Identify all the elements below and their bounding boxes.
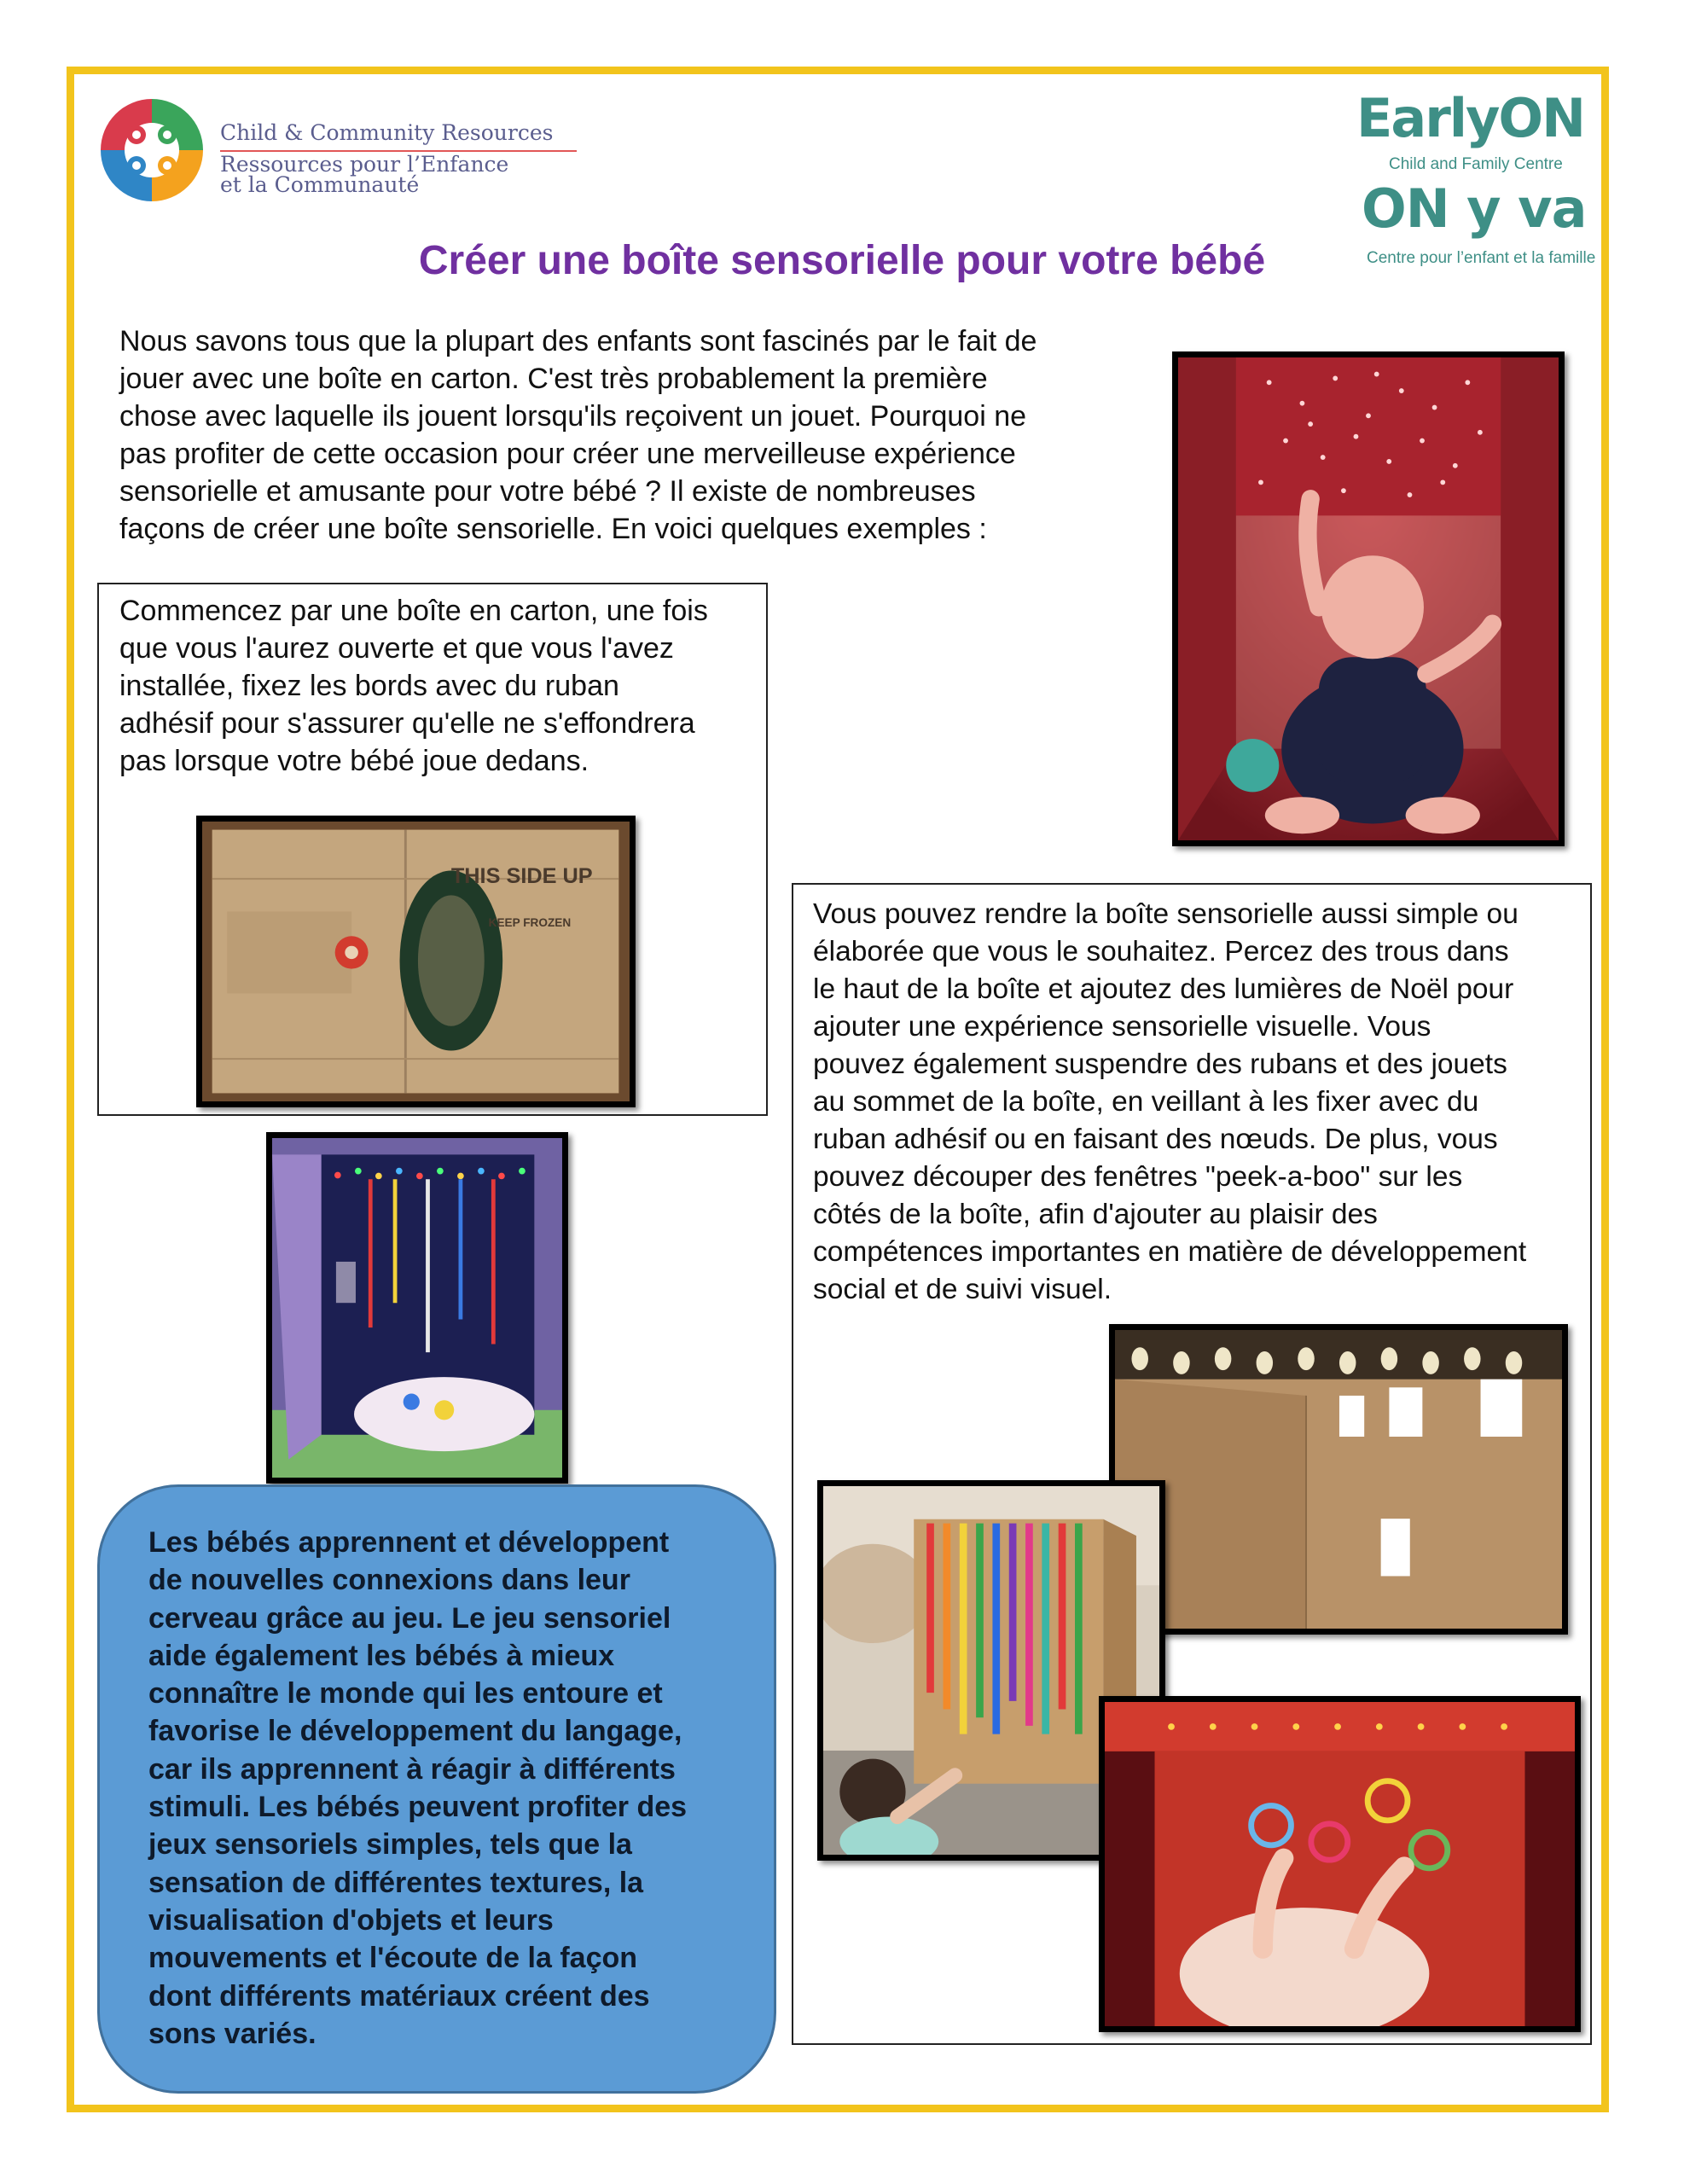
ccr-logo-icon xyxy=(97,96,206,205)
baby-rings-photo xyxy=(1099,1696,1581,2032)
intro-line: jouer avec une boîte en carton. C'est très probablement la première xyxy=(119,363,988,395)
tip-line: installée, fixez les bords avec du ruban xyxy=(119,670,619,702)
callout-line: car ils apprennent à réagir à différents xyxy=(148,1752,676,1786)
onyva-logo-wordmark: ON y va xyxy=(1362,177,1587,240)
info-callout-text xyxy=(148,1524,746,2053)
org-name-fr-line1: Ressources pour l’Enfance xyxy=(220,152,509,177)
tip-line: ajouter une expérience sensorielle visuelle. Vous xyxy=(813,1011,1431,1043)
tip-line: pas lorsque votre bébé joue dedans. xyxy=(119,745,589,777)
tip-line: pouvez également suspendre des rubans et des jouets xyxy=(813,1048,1507,1080)
org-name-fr-line2: et la Communauté xyxy=(220,172,420,197)
intro-line: sensorielle et amusante pour votre bébé ? Il existe de nombreuses xyxy=(119,475,976,508)
org-name-fr xyxy=(220,154,508,195)
tip-box-start-text xyxy=(119,592,742,780)
tip-line: au sommet de la boîte, en veillant à les fixer avec du xyxy=(813,1086,1479,1118)
callout-line: mouvements et l'écoute de la façon xyxy=(148,1942,638,1975)
callout-line: cerveau grâce au jeu. Le jeu sensoriel xyxy=(148,1601,671,1635)
earlyon-logo-wordmark: EarlyON xyxy=(1356,87,1585,149)
tip-line: pouvez découper des fenêtres "peek-a-boo" sur les xyxy=(813,1161,1463,1193)
lit-sensory-box-photo xyxy=(266,1132,568,1484)
tip-line: compétences importantes en matière de développement xyxy=(813,1236,1527,1268)
cardboard-label-2: KEEP FROZEN xyxy=(488,915,572,929)
callout-line: sons variés. xyxy=(148,2017,316,2050)
cardboard-label: THIS SIDE UP xyxy=(450,864,593,888)
tip-box-elaborate-text xyxy=(813,896,1581,1309)
tip-line: Vous pouvez rendre la boîte sensorielle aussi simple ou xyxy=(813,898,1519,930)
tip-line: élaborée que vous le souhaitez. Percez des trous dans xyxy=(813,936,1509,967)
tip-line: le haut de la boîte et ajoutez des lumières de Noël pour xyxy=(813,973,1514,1005)
earlyon-logo-subtitle: Child and Family Centre xyxy=(1389,155,1563,173)
callout-line: visualisation d'objets et leurs xyxy=(148,1903,554,1937)
tip-line: ruban adhésif ou en faisant des nœuds. De plus, vous xyxy=(813,1124,1498,1155)
page-title: Créer une boîte sensorielle pour votre bébé xyxy=(418,238,1266,283)
intro-line: chose avec laquelle ils jouent lorsqu'ils reçoivent un jouet. Pourquoi ne xyxy=(119,400,1027,433)
onyva-logo-subtitle: Centre pour l’enfant et la famille xyxy=(1367,249,1596,267)
callout-line: dont différents matériaux créent des xyxy=(148,1979,650,2013)
callout-line: favorise le développement du langage, xyxy=(148,1715,682,1748)
tip-line: social et de suivi visuel. xyxy=(813,1274,1112,1305)
tip-line: que vous l'aurez ouverte et que vous l'avez xyxy=(119,632,674,665)
callout-line: Les bébés apprennent et développent xyxy=(148,1526,670,1559)
callout-line: sensation de différentes textures, la xyxy=(148,1866,644,1899)
intro-paragraph xyxy=(119,322,1109,548)
callout-line: de nouvelles connexions dans leur xyxy=(148,1564,630,1597)
cardboard-materials-photo xyxy=(196,816,636,1107)
callout-line: stimuli. Les bébés peuvent profiter des xyxy=(148,1791,688,1824)
tip-line: adhésif pour s'assurer qu'elle ne s'effondrera xyxy=(119,707,695,740)
org-name-en: Child & Community Resources xyxy=(220,120,554,145)
intro-line: façons de créer une boîte sensorielle. En voici quelques exemples : xyxy=(119,513,987,545)
tip-line: Commencez par une boîte en carton, une fois xyxy=(119,595,708,627)
intro-line: pas profiter de cette occasion pour créer une merveilleuse expérience xyxy=(119,438,1016,470)
peekaboo-windows-photo xyxy=(1109,1324,1568,1635)
intro-line: Nous savons tous que la plupart des enfants sont fascinés par le fait de xyxy=(119,325,1037,357)
callout-line: aide également les bébés à mieux xyxy=(148,1639,615,1672)
tip-line: côtés de la boîte, afin d'ajouter au plaisir des xyxy=(813,1199,1378,1230)
callout-line: connaître le monde qui les entoure et xyxy=(148,1677,663,1711)
baby-red-box-photo xyxy=(1172,351,1565,846)
callout-line: jeux sensoriels simples, tels que la xyxy=(148,1828,632,1862)
